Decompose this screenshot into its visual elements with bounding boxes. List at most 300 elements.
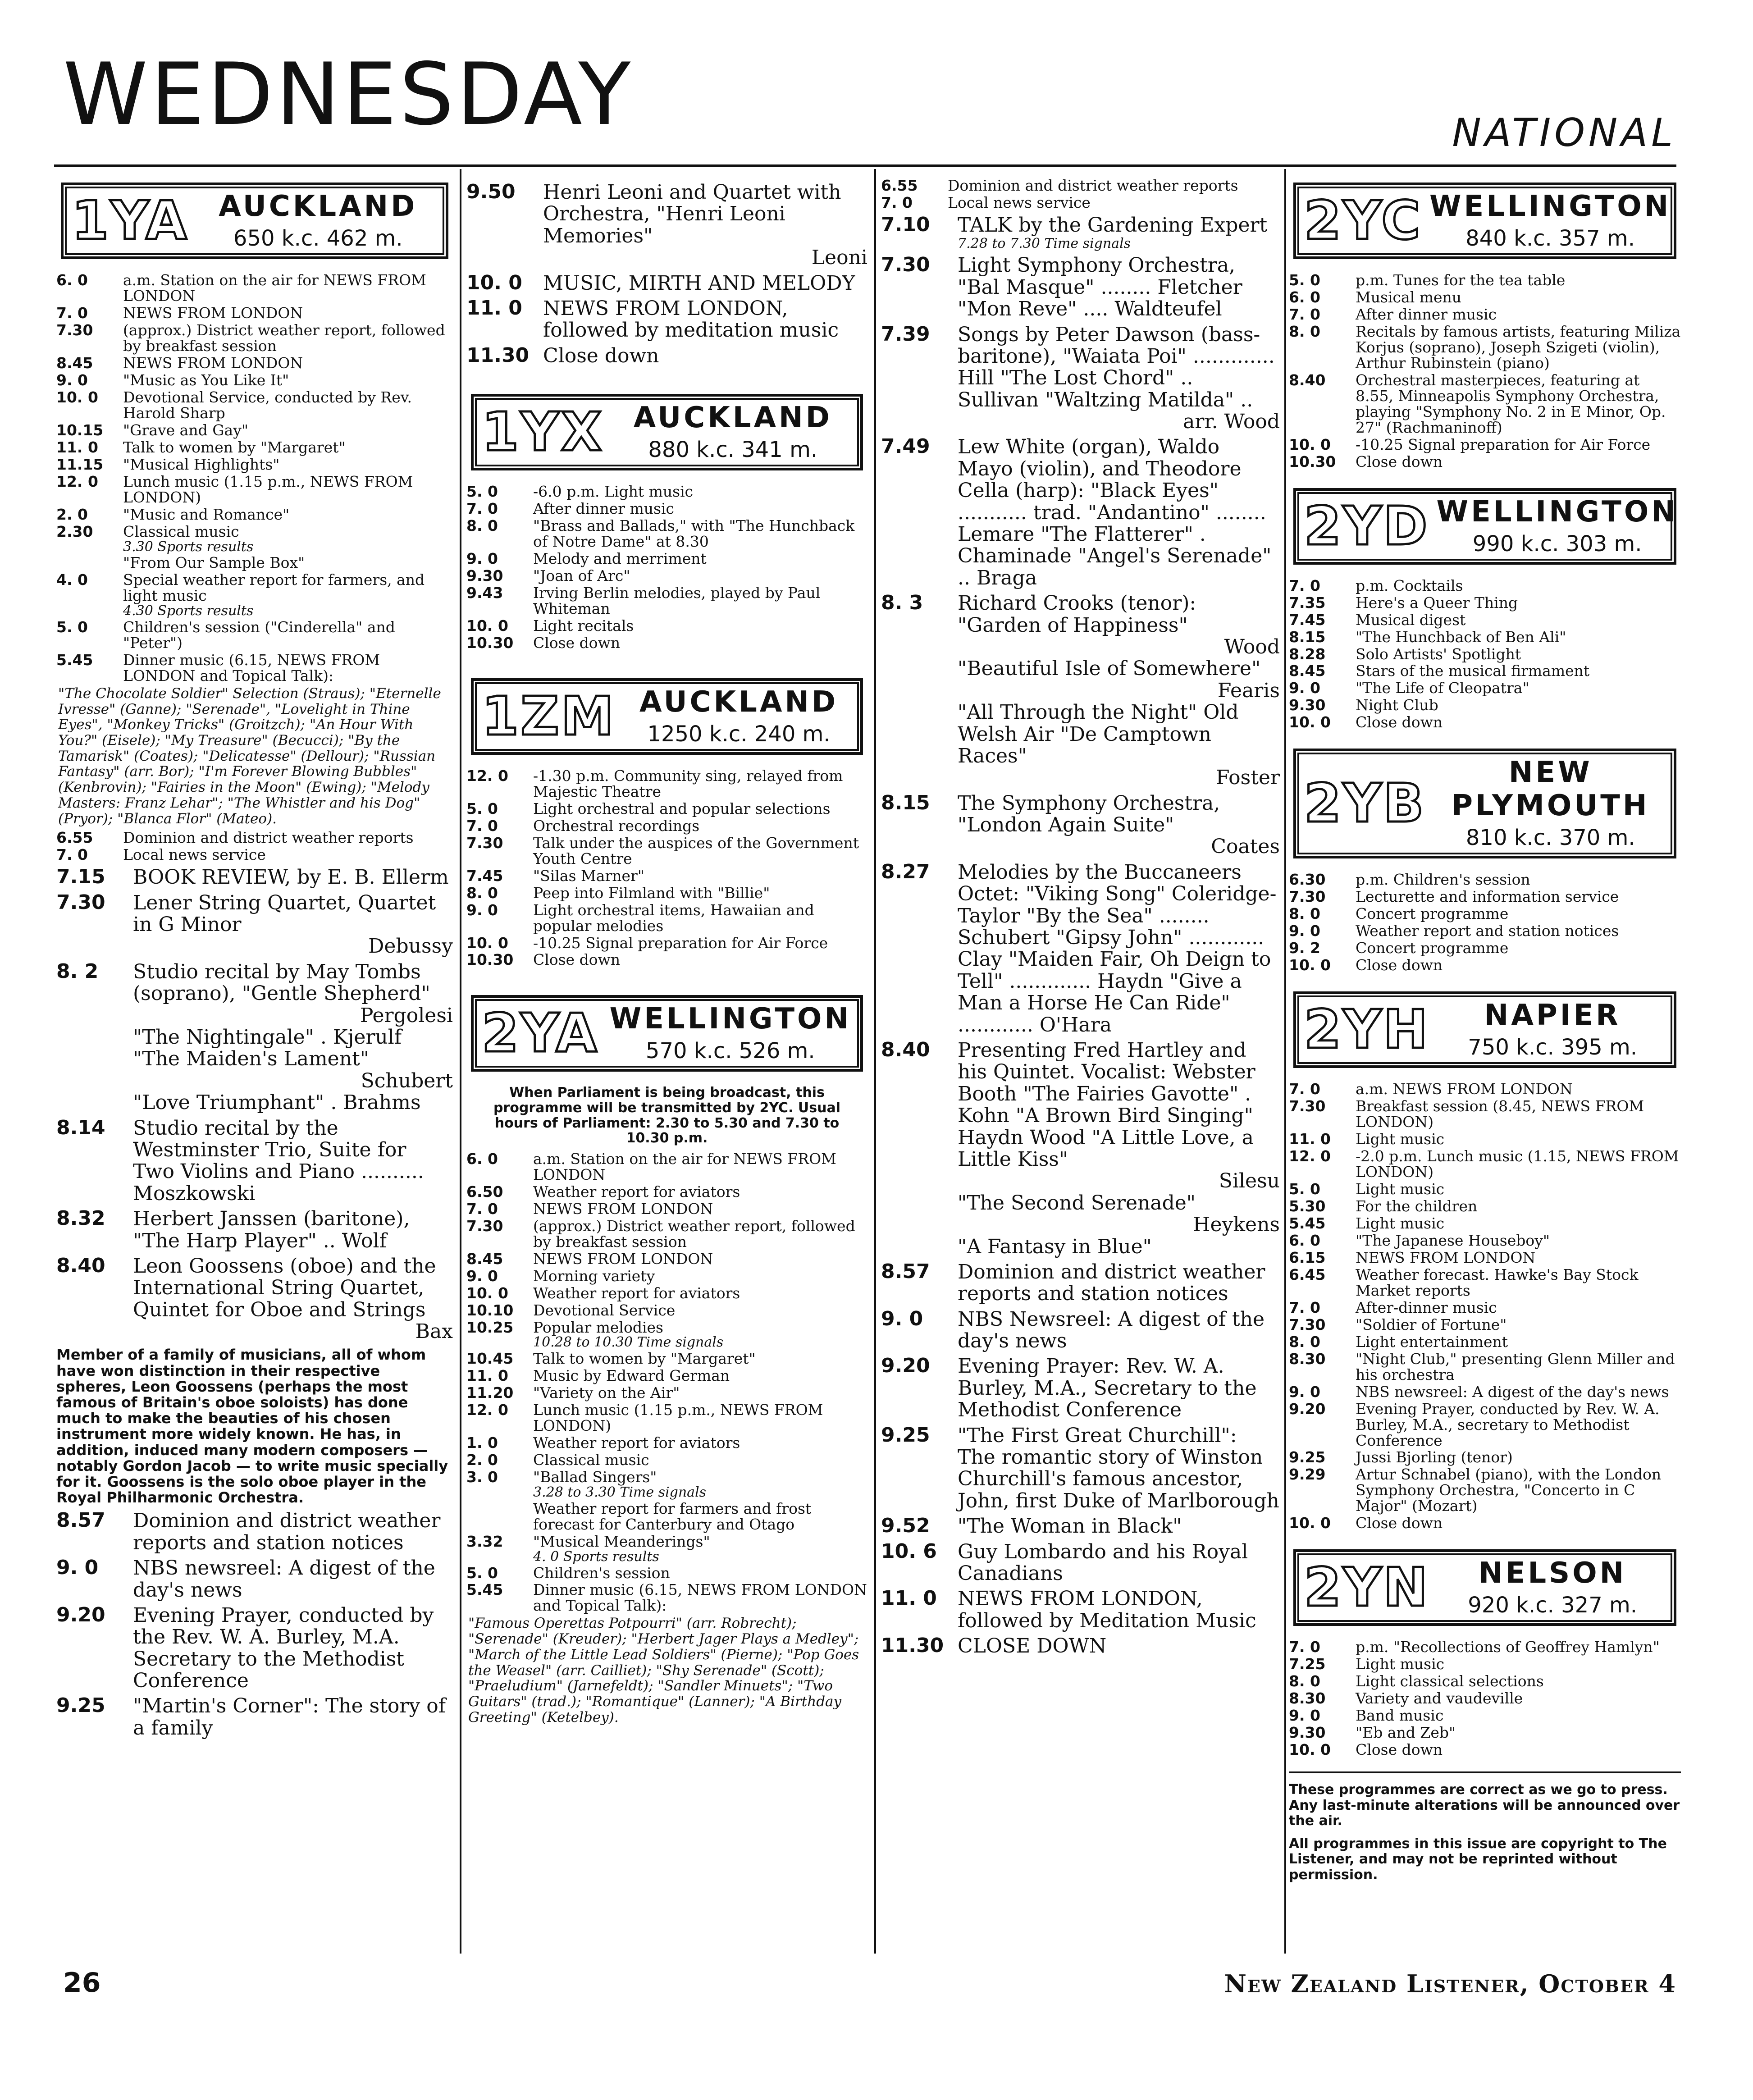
programme-entry xyxy=(56,440,453,456)
programme-time: 2.30 xyxy=(56,522,93,540)
programme-text: Weather report and station notices xyxy=(1356,922,1619,940)
programme-description xyxy=(123,555,453,571)
programme-time: 5.30 xyxy=(1289,1197,1326,1215)
programme-entry xyxy=(1289,1132,1681,1147)
programme-text: Variety and vaudeville xyxy=(1356,1689,1523,1707)
programme-description xyxy=(533,801,867,817)
page-number: 26 xyxy=(63,1967,101,1999)
programme-time: 11. 0 xyxy=(466,1367,508,1385)
programme-description xyxy=(123,507,453,523)
programme-text: Close down xyxy=(1356,713,1443,731)
programme-entry xyxy=(1289,1516,1681,1531)
programme-description xyxy=(533,1402,867,1434)
disclaimer-text: These programmes are correct as we go to press. Any last-minute alterations will be announced over the air. xyxy=(1289,1782,1680,1829)
programme-entry xyxy=(56,620,453,651)
programme-text: "Night Club," presenting Glenn Miller and his orchestra xyxy=(1356,1350,1675,1383)
programme-entry xyxy=(56,507,453,523)
programme-text: p.m. Children's session xyxy=(1356,871,1530,889)
programme-entry xyxy=(1289,958,1681,973)
composer-credit: Debussy xyxy=(368,935,453,958)
programme-time: 7. 0 xyxy=(1289,1638,1320,1656)
programme-description xyxy=(1356,578,1681,594)
programme-description xyxy=(1356,940,1681,956)
station-header-1yx xyxy=(471,394,863,470)
programme-description xyxy=(133,1208,453,1252)
programme-text: -10.25 Signal preparation for Air Force xyxy=(533,934,828,952)
programme-entry xyxy=(1289,1300,1681,1316)
programme-time: 7. 0 xyxy=(56,846,88,864)
programme-description xyxy=(1356,1149,1681,1180)
programme-time: 7.30 xyxy=(1289,888,1326,906)
programme-text: "Brass and Ballads," with "The Hunchback of Notre Dame" at 8.30 xyxy=(533,517,855,551)
programme-time: 10.10 xyxy=(466,1301,514,1319)
programme-entry xyxy=(56,653,453,684)
programme-time: 8. 0 xyxy=(1289,905,1320,923)
programme-time: 8.40 xyxy=(56,1254,105,1277)
programme-subnote: 4.30 Sports results xyxy=(123,603,254,619)
programme-note: Member of a family of musicians, all of whom have won distinction in their respective spheres, Leon Goossens (perhaps the most famous of Britain's oboe soloists) has done much to make the beauties of his chosen instrument more widely known. He has, in addition, induced many modern composers — notably Gordon Jacob — to write music specially for it. Goossens is the solo oboe player in the Royal Philharmonic Orchestra. xyxy=(56,1346,448,1507)
programme-description xyxy=(958,862,1280,1036)
programme-description xyxy=(123,457,453,473)
programme-text: Lecturette and information service xyxy=(1356,888,1619,906)
programme-description xyxy=(958,1356,1280,1421)
programme-description xyxy=(958,1309,1280,1352)
programme-text: Melody and merriment xyxy=(533,550,707,567)
programme-text: Dominion and district weather reports xyxy=(948,178,1238,194)
programme-text: NEWS FROM LONDON xyxy=(533,1200,713,1218)
programme-entry xyxy=(1289,324,1681,371)
programme-description xyxy=(1356,1199,1681,1214)
programme-list xyxy=(56,867,453,1342)
programme-text: "Joan of Arc" xyxy=(533,566,630,584)
programme-text: Dominion and district weather reports and station notices xyxy=(958,1260,1265,1306)
station-call-sign: 2YN xyxy=(1304,1556,1430,1619)
programme-entry xyxy=(1289,630,1681,645)
programme-entry xyxy=(466,1320,867,1350)
programme-entry xyxy=(1289,698,1681,713)
programme-text: Weather report for aviators xyxy=(533,1434,740,1452)
programme-time: 8.45 xyxy=(56,354,93,372)
programme-text: NEWS FROM LONDON xyxy=(123,304,303,322)
programme-time: 8.30 xyxy=(1289,1689,1326,1707)
programme-description xyxy=(133,1118,453,1205)
programme-text: Evening Prayer, conducted by Rev. W. A. Burley, M.A., secretary to Methodist Conference xyxy=(1356,1400,1660,1449)
programme-text: p.m. Cocktails xyxy=(1356,576,1463,594)
programme-description xyxy=(123,830,453,846)
programme-text: -1.30 p.m. Community sing, relayed from Majestic Theatre xyxy=(533,767,843,800)
programme-entry xyxy=(466,1219,867,1250)
programme-description xyxy=(133,1605,453,1692)
programme-text: For the children xyxy=(1356,1197,1478,1215)
programme-text: "Variety on the Air" xyxy=(533,1384,680,1402)
programme-time: 7.30 xyxy=(881,253,930,277)
programme-time: 8.45 xyxy=(466,1250,503,1268)
programme-time: 10.45 xyxy=(466,1350,514,1368)
programme-time: 8.30 xyxy=(1289,1350,1326,1368)
programme-list xyxy=(1289,578,1681,731)
programme-text: Studio recital by the Westminster Trio, Suite for Two Violins and Piano .......... Moszkowski xyxy=(133,1116,424,1205)
programme-description xyxy=(958,324,1280,433)
programme-time: 9.20 xyxy=(881,1354,930,1378)
programme-subnote: 7.28 to 7.30 Time signals xyxy=(958,236,1131,252)
programme-entry xyxy=(881,1425,1280,1512)
programme-description xyxy=(533,835,867,867)
programme-entry xyxy=(1289,1250,1681,1266)
station-frequency: 810 k.c. 370 m. xyxy=(1465,825,1635,851)
programme-entry xyxy=(56,847,453,863)
programme-entry xyxy=(1289,1351,1681,1383)
programme-text: "The First Great Churchill": The romantic story of Winston Churchill's famous ancestor, John, first Duke of Marlborough xyxy=(958,1424,1279,1512)
programme-description xyxy=(533,1286,867,1301)
programme-text: "A Fantasy in Blue" xyxy=(958,1235,1152,1258)
programme-description xyxy=(133,1557,453,1601)
programme-entry xyxy=(881,593,1280,789)
station-frequency: 840 k.c. 357 m. xyxy=(1465,226,1635,251)
station-city: NELSON xyxy=(1479,1557,1627,1590)
programme-text: Light music xyxy=(1356,1180,1445,1198)
programme-text: NEWS FROM LONDON xyxy=(1356,1248,1536,1266)
composer-credit: Schubert xyxy=(361,1069,453,1092)
programme-text: Studio recital by May Tombs (soprano), "Gentle Shepherd" xyxy=(133,960,430,1005)
programme-text: "Love Triumphant" . Brahms xyxy=(133,1091,421,1114)
programme-entry xyxy=(881,215,1280,251)
programme-time: 7.45 xyxy=(466,867,503,885)
programme-entry xyxy=(1289,1233,1681,1249)
programme-entry xyxy=(56,1208,453,1252)
programme-entry xyxy=(466,1368,867,1384)
programme-text: Popular melodies xyxy=(533,1318,663,1336)
programme-entry xyxy=(1289,454,1681,470)
programme-time: 10. 0 xyxy=(466,616,508,635)
programme-time xyxy=(466,1501,533,1533)
programme-time: 5. 0 xyxy=(1289,1180,1320,1198)
programme-time: 11. 0 xyxy=(466,296,522,320)
programme-time: 6.55 xyxy=(881,178,918,194)
programme-description xyxy=(123,440,453,456)
programme-text: -6.0 p.m. Light music xyxy=(533,483,694,501)
programme-list xyxy=(56,273,453,684)
programme-description xyxy=(533,518,867,550)
programme-entry xyxy=(1289,680,1681,696)
programme-entry xyxy=(466,818,867,834)
station-header-2yb xyxy=(1293,749,1676,858)
programme-text: Lunch music (1.15 p.m., NEWS FROM LONDON) xyxy=(123,472,413,506)
programme-description xyxy=(533,1219,867,1250)
programme-time: 2. 0 xyxy=(466,1451,498,1469)
column-divider xyxy=(874,169,876,1954)
programme-entry xyxy=(1289,1691,1681,1707)
programme-description xyxy=(1356,1250,1681,1266)
programme-entry xyxy=(881,1261,1280,1305)
programme-list xyxy=(466,1151,867,1614)
programme-time: 10. 0 xyxy=(1289,713,1331,731)
programme-entry xyxy=(56,273,453,304)
programme-entry xyxy=(466,618,867,634)
column-divider xyxy=(1284,169,1286,1954)
programme-entry xyxy=(881,1040,1280,1258)
programme-time: 5.45 xyxy=(466,1581,503,1599)
programme-time: 9.25 xyxy=(881,1423,930,1447)
programme-time: 8. 0 xyxy=(1289,1333,1320,1351)
programme-time: 7.30 xyxy=(56,321,93,339)
station-frequency: 880 k.c. 341 m. xyxy=(648,437,818,463)
programme-text: Henri Leoni and Quartet with Orchestra, "Henri Leoni Memories" xyxy=(543,181,841,247)
programme-description xyxy=(133,892,453,958)
programme-entry xyxy=(466,1251,867,1267)
programme-time: 8.57 xyxy=(56,1509,105,1532)
programme-description xyxy=(958,593,1280,789)
programme-entry xyxy=(56,572,453,618)
composer-credit: Leoni xyxy=(811,246,867,269)
programme-entry xyxy=(56,356,453,371)
programme-entry xyxy=(1289,872,1681,888)
programme-text: Children's session ("Cinderella" and "Peter") xyxy=(123,618,395,652)
programme-time: 9. 0 xyxy=(1289,1707,1320,1725)
programme-text: Dominion and district weather reports xyxy=(123,829,414,847)
programme-description xyxy=(1356,454,1681,470)
programme-text: NBS newsreel: A digest of the day's news xyxy=(1356,1383,1669,1401)
programme-description xyxy=(1356,630,1681,645)
programme-text: Band music xyxy=(1356,1707,1444,1725)
programme-entry xyxy=(466,886,867,901)
programme-text: Light music xyxy=(1356,1214,1445,1232)
programme-entry xyxy=(1289,437,1681,453)
programme-entry xyxy=(466,936,867,951)
programme-entry xyxy=(56,1695,453,1739)
programme-description xyxy=(1356,698,1681,713)
station-frequency: 650 k.c. 462 m. xyxy=(233,226,403,251)
programme-description xyxy=(533,1320,867,1350)
programme-description xyxy=(123,524,453,554)
programme-time: 6.50 xyxy=(466,1182,503,1201)
programme-time: 11.15 xyxy=(56,455,104,473)
programme-text: Light Symphony Orchestra, "Bal Masque" ........ Fletcher "Mon Reve" .... Waldteufel xyxy=(958,254,1242,321)
programme-description xyxy=(533,818,867,834)
programme-entry xyxy=(466,1184,867,1200)
station-frequency: 1250 k.c. 240 m. xyxy=(647,721,831,747)
programme-entry xyxy=(466,1151,867,1183)
programme-time: 11.30 xyxy=(466,343,530,367)
programme-description xyxy=(958,215,1280,251)
programme-description xyxy=(123,653,453,684)
programme-description xyxy=(1356,663,1681,679)
programme-text: After dinner music xyxy=(533,500,675,518)
programme-time: 9.43 xyxy=(466,584,503,602)
programme-entry xyxy=(56,323,453,354)
programme-description xyxy=(123,620,453,651)
programme-entry xyxy=(56,457,453,473)
programme-entry xyxy=(1289,1402,1681,1449)
station-call-sign: 1ZM xyxy=(482,685,616,747)
programme-entry xyxy=(466,518,867,550)
composer-credit: Wood xyxy=(1224,635,1280,658)
programme-entry xyxy=(1289,715,1681,730)
programme-text: NBS Newsreel: A digest of the day's news xyxy=(958,1307,1265,1353)
programme-time: 9. 0 xyxy=(1289,922,1320,940)
programme-time: 7. 0 xyxy=(466,500,498,518)
programme-time: 11.20 xyxy=(466,1384,514,1402)
programme-entry xyxy=(56,524,453,554)
dinner-music-list: "Famous Operettas Potpourri" (arr. Robrecht); "Serenade" (Kreuder); "Herbert Jager Plays a Medley"; "March of the Little Lead Soldiers" (Pierne); "Pop Goes the Weasel" (arr. Cailliet); "Shy Serenade" (Scott); "Praeludium" (Jarnefeldt); "Sandler Minuets"; "Two Guitars" (trad.); "Romantique" (Lanner); "A Birthday Greeting" (Ketelbey). xyxy=(468,1615,859,1726)
programme-time: 9.30 xyxy=(1289,696,1326,714)
programme-description xyxy=(1356,1099,1681,1130)
programme-text: "Soldier of Fortune" xyxy=(1356,1315,1507,1333)
programme-list xyxy=(1289,1639,1681,1758)
programme-text: "Music and Romance" xyxy=(123,505,290,523)
programme-entry xyxy=(1289,1199,1681,1214)
programme-entry xyxy=(1289,889,1681,905)
composer-credit: Silesu xyxy=(1219,1169,1280,1193)
programme-entry xyxy=(56,1118,453,1205)
programme-description xyxy=(533,1303,867,1319)
programme-time: 7.35 xyxy=(1289,593,1326,612)
programme-entry xyxy=(466,903,867,934)
programme-entry xyxy=(881,436,1280,589)
programme-description xyxy=(533,768,867,800)
programme-description xyxy=(533,1385,867,1401)
programme-time: 8. 0 xyxy=(466,884,498,902)
programme-description xyxy=(543,345,867,367)
programme-text: Music by Edward German xyxy=(533,1367,730,1385)
programme-list xyxy=(1289,273,1681,470)
programme-entry xyxy=(1289,1725,1681,1741)
programme-description xyxy=(533,1368,867,1384)
programme-time: 12. 0 xyxy=(466,767,508,785)
programme-time: 10. 0 xyxy=(466,271,522,294)
programme-time xyxy=(56,555,123,571)
station-city: WELLINGTON xyxy=(1436,495,1678,529)
programme-description xyxy=(958,255,1280,320)
programme-time: 9.29 xyxy=(1289,1465,1326,1484)
programme-description xyxy=(1356,1216,1681,1232)
programme-text: "Martin's Corner": The story of a family xyxy=(133,1694,446,1739)
programme-entry xyxy=(1289,1317,1681,1333)
programme-text: NEWS FROM LONDON, followed by meditation music xyxy=(543,297,839,342)
programme-time: 5. 0 xyxy=(466,799,498,817)
programme-description xyxy=(1356,715,1681,730)
programme-time: 7.25 xyxy=(1289,1655,1326,1673)
programme-text: Lunch music (1.15 p.m., NEWS FROM LONDON) xyxy=(533,1401,823,1435)
programme-description xyxy=(533,551,867,567)
programme-time: 10. 0 xyxy=(1289,1741,1331,1759)
programme-entry xyxy=(56,961,453,1114)
programme-subnote: 3.28 to 3.30 Time signals xyxy=(533,1484,707,1501)
programme-description xyxy=(1356,1674,1681,1689)
programme-description xyxy=(1356,273,1681,288)
programme-description xyxy=(133,961,453,1114)
programme-description xyxy=(133,1695,453,1739)
programme-description xyxy=(1356,1467,1681,1514)
programme-time: 7.30 xyxy=(466,834,503,852)
programme-text: a.m. Station on the air for NEWS FROM LONDON xyxy=(123,271,426,305)
programme-time: 10.30 xyxy=(466,634,514,652)
programme-description xyxy=(123,273,453,304)
station-city: WELLINGTON xyxy=(1429,190,1671,223)
programme-text: a.m. NEWS FROM LONDON xyxy=(1356,1080,1573,1098)
programme-entry xyxy=(881,793,1280,858)
programme-time: 9. 2 xyxy=(1289,939,1320,957)
programme-entry xyxy=(466,1501,867,1533)
programme-description xyxy=(533,952,867,968)
programme-time: 11. 0 xyxy=(1289,1130,1331,1148)
programme-time: 7.30 xyxy=(466,1217,503,1235)
programme-text: Lew White (organ), Waldo Mayo (violin), and Theodore Cella (harp): "Black Eyes" ........... trad. "Andantino" ........ Lemare "The Flatterer" . Chaminade "Angel's Serenade" .. Braga xyxy=(958,435,1272,589)
programme-description xyxy=(1356,437,1681,453)
programme-description xyxy=(1356,1402,1681,1449)
programme-description xyxy=(533,1470,867,1500)
programme-time: 5. 0 xyxy=(466,483,498,501)
programme-entry xyxy=(1289,1334,1681,1350)
programme-entry xyxy=(466,952,867,968)
composer-credit: Coates xyxy=(1211,835,1280,858)
programme-time: 7.30 xyxy=(1289,1097,1326,1115)
programme-text: p.m. Tunes for the tea table xyxy=(1356,271,1566,289)
programme-text: "Silas Marner" xyxy=(533,867,644,885)
programme-entry xyxy=(466,868,867,884)
programme-text: Concert programme xyxy=(1356,939,1509,957)
programme-text: -2.0 p.m. Lunch music (1.15, NEWS FROM LONDON) xyxy=(1356,1147,1679,1181)
programme-description xyxy=(1356,889,1681,905)
programme-text: Weather report for aviators xyxy=(533,1182,740,1201)
programme-text: BOOK REVIEW, by E. B. Ellerm xyxy=(133,866,449,889)
programme-time: 7.30 xyxy=(1289,1315,1326,1333)
programme-text: Devotional Service, conducted by Rev. Harold Sharp xyxy=(123,388,412,422)
parliament-notice: When Parliament is being broadcast, this programme will be transmitted by 2YC. Usual hours of Parliament: 2.30 to 5.30 and 7.30 to 10.30 p.m. xyxy=(493,1085,841,1146)
programme-time: 10. 6 xyxy=(881,1539,937,1563)
composer-credit: arr. Wood xyxy=(1183,410,1280,434)
programme-entry xyxy=(56,1557,453,1601)
programme-text: Irving Berlin melodies, played by Paul Whiteman xyxy=(533,584,821,617)
programme-entry xyxy=(466,585,867,617)
programme-description xyxy=(1356,1082,1681,1097)
programme-description xyxy=(533,936,867,951)
programme-time: 7. 0 xyxy=(881,193,913,211)
programme-text: Orchestral masterpieces, featuring at 8.55, Minneapolis Symphony Orchestra, playing "Symphony No. 2 in E Minor, Op. 27" (Rachmaninoff) xyxy=(1356,371,1666,436)
programme-text: Talk to women by "Margaret" xyxy=(533,1350,756,1368)
programme-description xyxy=(1356,1742,1681,1758)
network-label: NATIONAL xyxy=(1452,110,1676,155)
programme-entry xyxy=(466,1351,867,1367)
programme-description xyxy=(948,195,1280,211)
programme-description xyxy=(123,306,453,321)
programme-text: Talk under the auspices of the Government Youth Centre xyxy=(533,834,859,867)
programme-description xyxy=(533,1534,867,1564)
programme-entry xyxy=(466,768,867,800)
programme-text: "Ballad Singers" xyxy=(533,1468,657,1486)
programme-description xyxy=(1356,290,1681,306)
programme-text: -10.25 Signal preparation for Air Force xyxy=(1356,435,1651,453)
programme-entry xyxy=(1289,663,1681,679)
programme-entry xyxy=(466,345,867,367)
programme-time: 5.45 xyxy=(56,651,93,669)
programme-entry xyxy=(466,1303,867,1319)
programme-entry xyxy=(881,1541,1280,1585)
programme-description xyxy=(1356,1233,1681,1249)
programme-text: Peep into Filmland with "Billie" xyxy=(533,884,770,902)
programme-entry xyxy=(56,555,453,571)
programme-time: 8. 3 xyxy=(881,591,923,615)
programme-text: Classical music xyxy=(533,1451,649,1469)
programme-description xyxy=(133,1255,453,1343)
programme-entry xyxy=(466,298,867,342)
programme-time: 9.52 xyxy=(881,1514,930,1538)
programme-description xyxy=(1356,906,1681,922)
programme-text: Local news service xyxy=(948,193,1091,211)
programme-text: Evening Prayer, conducted by the Rev. W. A. Burley, M.A. Secretary to the Methodist Conference xyxy=(133,1603,434,1693)
programme-text: Jussi Bjorling (tenor) xyxy=(1356,1448,1513,1466)
programme-text: Light entertainment xyxy=(1356,1333,1508,1351)
programme-entry xyxy=(1289,1467,1681,1514)
